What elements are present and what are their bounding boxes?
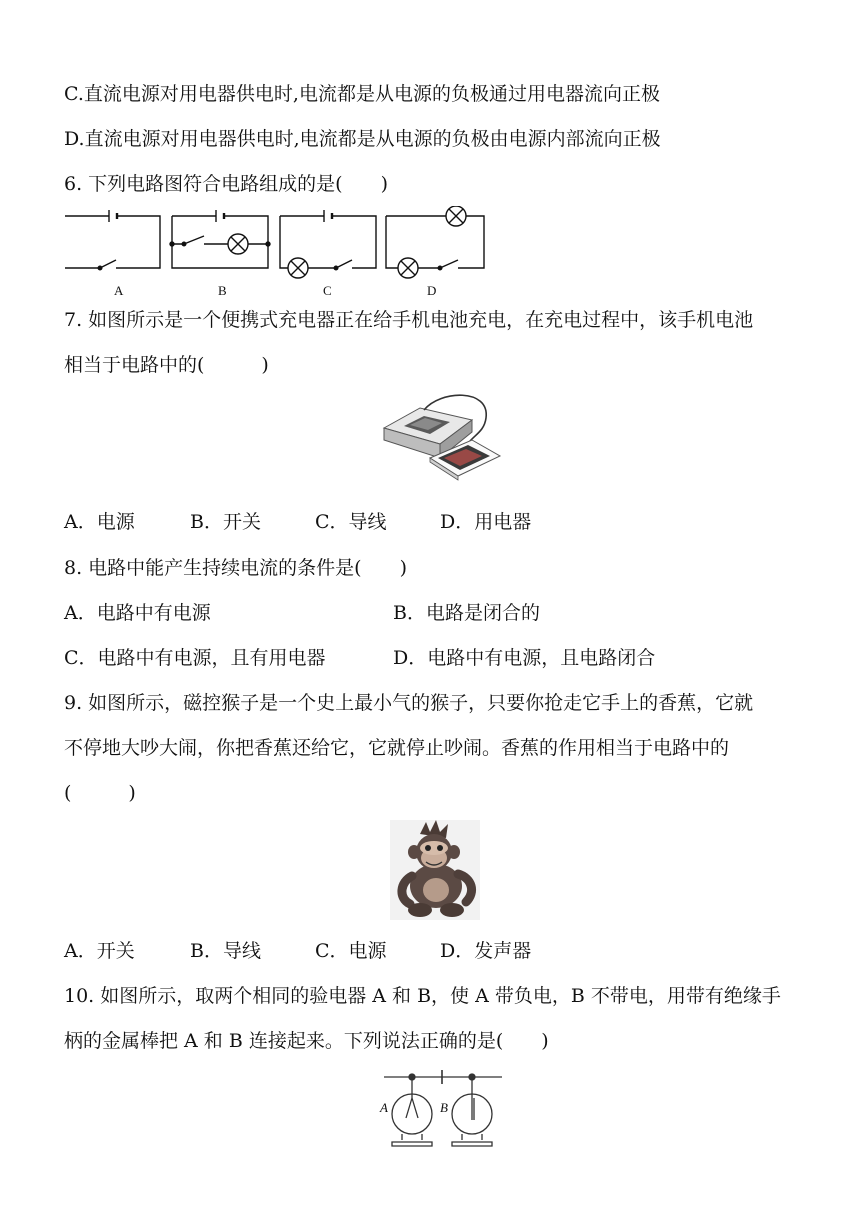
q9-stem-line1: 9. 如图所示，磁控猴子是一个史上最小气的猴子，只要你抢走它手上的香蕉，它就: [64, 692, 754, 714]
q9-stem-line3: ( ): [64, 782, 136, 804]
q7-stem-line2: 相当于电路中的( ): [64, 354, 269, 376]
q7-option-a: A．电源: [64, 511, 135, 533]
q9-option-d: D．发声器: [440, 940, 532, 962]
circuit-c: [280, 210, 376, 278]
q6-label-a: A: [114, 283, 124, 298]
q7-option-b: B．开关: [190, 511, 261, 533]
circuit-b: [170, 210, 270, 268]
q6-label-c: C: [323, 283, 332, 298]
q10-stem-line2: 柄的金属棒把 A 和 B 连接起来。下列说法正确的是( ): [64, 1030, 549, 1052]
q6-circuit-diagrams: [60, 206, 490, 286]
q8-option-b: B．电路是闭合的: [393, 602, 540, 624]
q7-option-d: D．用电器: [440, 511, 532, 533]
q8-stem: 8. 电路中能产生持续电流的条件是( ): [64, 557, 407, 579]
q9-stem-line2: 不停地大吵大闹，你把香蕉还给它，它就停止吵闹。香蕉的作用相当于电路中的: [64, 737, 730, 759]
q9-monkey-toy-image: [390, 820, 480, 920]
circuit-d: [386, 206, 484, 278]
q6-label-b: B: [218, 283, 227, 298]
q7-option-c: C．导线: [315, 511, 387, 533]
circuit-a: [65, 210, 160, 270]
q5-option-d: D.直流电源对用电器供电时,电流都是从电源的负极由电源内部流向正极: [64, 128, 661, 150]
q9-option-b: B．导线: [190, 940, 261, 962]
q7-stem-line1: 7. 如图所示是一个便携式充电器正在给手机电池充电，在充电过程中，该手机电池: [64, 309, 754, 331]
q10-label-b: B: [440, 1100, 448, 1115]
q10-label-a: A: [380, 1100, 388, 1115]
q9-option-a: A．开关: [64, 940, 135, 962]
q8-option-d: D．电路中有电源，且电路闭合: [393, 647, 656, 669]
q6-label-d: D: [427, 283, 437, 298]
q8-option-c: C．电路中有电源，且有用电器: [64, 647, 326, 669]
q5-option-c: C.直流电源对用电器供电时,电流都是从电源的负极通过用电器流向正极: [64, 83, 660, 105]
q9-option-c: C．电源: [315, 940, 387, 962]
q8-option-a: A．电路中有电源: [64, 602, 211, 624]
q6-stem: 6. 下列电路图符合电路组成的是( ): [64, 173, 388, 195]
q7-charger-phone-image: [380, 388, 510, 488]
q10-stem-line1: 10. 如图所示，取两个相同的验电器 A 和 B，使 A 带负电，B 不带电，用带有绝缘手: [64, 985, 781, 1007]
